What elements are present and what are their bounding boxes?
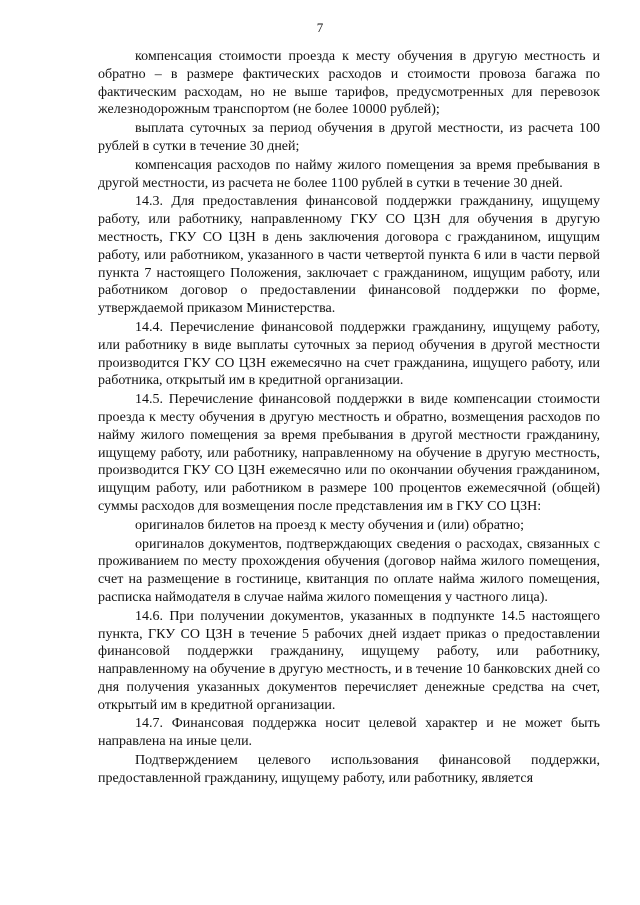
document-body — [98, 48, 600, 789]
paragraph-housing-compensation: компенсация расходов по найму жилого помещения за время пребывания в другой местности, из расчета не более 1100 рублей в сутки в течение 30 дней. — [98, 157, 600, 191]
page-number: 7 — [316, 20, 324, 35]
paragraph-target-use-confirmation: Подтверждением целевого использования финансовой поддержки, предоставленной гражданину, ищущему работу, или работнику, является — [98, 753, 600, 786]
paragraph-14-4: 14.4. Перечисление финансовой поддержки гражданину, ищущему работу, или работнику в виде выплаты суточных за период обучения в другой местности производится ГКУ СО ЦЗН ежемесячно на счет гражданина, ищущего работу, или работника, открытый им в кредитной организации. — [98, 319, 600, 389]
paragraph-14-7: 14.7. Финансовая поддержка носит целевой характер и не может быть направлена на иные цели. — [98, 716, 600, 750]
paragraph-14-3: 14.3. Для предоставления финансовой поддержки гражданину, ищущему работу, или работнику, направленному ГКУ СО ЦЗН для обучения в другую местность, ГКУ СО ЦЗН в день заключения договора с гражданином, ищущим работу, или работником, указанного в части четвертой пункта 6 или в части первой пункта 7 настоящего Положения, заключает с гражданином, ищущим работу, или работником договор о предоставлении финансовой поддержки по форме, утверждаемой приказом Министерства. — [98, 194, 600, 317]
paragraph-ticket-originals: оригиналов билетов на проезд к месту обучения и (или) обратно; — [135, 517, 525, 533]
paragraph-document-originals: оригиналов документов, подтверждающих сведения о расходах, связанных с проживанием по месту прохождения обучения (договор найма жилого помещения, счет на размещение в гостинице, квитанция по оплате найма жилого помещения, расписка наймодателя в случае найма жилого помещения у частного лица). — [98, 536, 600, 605]
paragraph-travel-compensation: компенсация стоимости проезда к месту обучения в другую местность и обратно – в размере фактических расходов и стоимости провоза багажа по фактическим расходам, но не выше тарифов, предусмотренных для перевозок железнодорожным транспортом (не более 10000 рублей); — [98, 49, 600, 118]
paragraph-14-5: 14.5. Перечисление финансовой поддержки в виде компенсации стоимости проезда к месту обучения в другую местность и обратно, возмещения расходов по найму жилого помещения за время пребывания в другой местности гражданину, ищущему работу, или работнику, направленному на обучение в другую местность, производится ГКУ СО ЦЗН ежемесячно или по окончании обучения гражданином, ищущим работу, или работником в размере 100 процентов ежемесячной (общей) суммы расходов для возмещения после представления им в ГКУ СО ЦЗН: — [98, 392, 600, 514]
paragraph-daily-allowance: выплата суточных за период обучения в другой местности, из расчета 100 рублей в сутки в течение 30 дней; — [98, 121, 600, 154]
paragraph-14-6: 14.6. При получении документов, указанных в подпункте 14.5 настоящего пункта, ГКУ СО ЦЗН в течение 5 рабочих дней издает приказ о предоставлении финансовой поддержки гражданину, ищущему работу, или работнику, направленному на обучение в другую местность, и в течение 10 банковских дней со дня получения указанных документов перечисляет денежные средства на счет, открытый им в кредитной организации. — [98, 608, 600, 713]
